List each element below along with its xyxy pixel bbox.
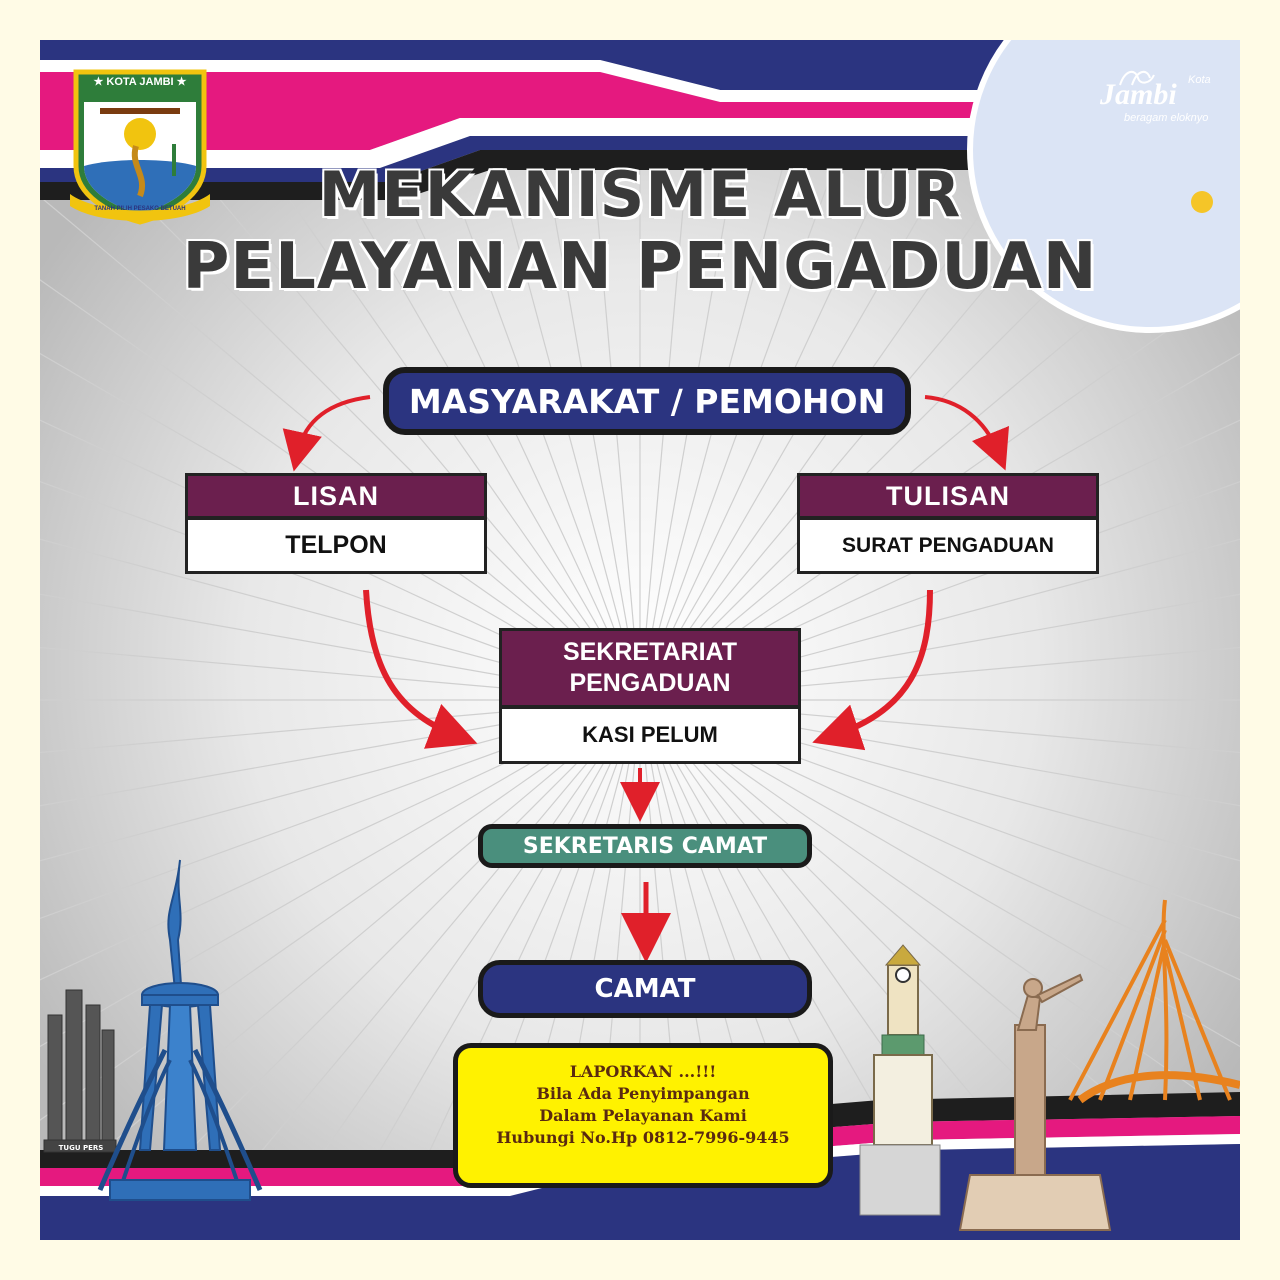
tugu-pers-caption: TUGU PERS	[58, 1144, 104, 1152]
camat-node: CAMAT	[478, 960, 812, 1018]
tulisan-header: TULISAN	[797, 473, 1099, 519]
title-line-1: MEKANISME ALUR	[318, 158, 962, 231]
report-line-3: Dalam Pelayanan Kami	[539, 1106, 747, 1125]
report-notice	[453, 1043, 833, 1188]
report-line-4: Hubungi No.Hp 0812-7996-9445	[496, 1128, 790, 1147]
lisan-header: LISAN	[185, 473, 487, 519]
logo-city-label: ★ KOTA JAMBI ★	[93, 76, 187, 88]
brand-kota: Kota	[1188, 74, 1211, 86]
sekretariat-kasi-pelum: KASI PELUM	[499, 706, 801, 764]
arrow-tulisan-to-sekretariat	[835, 590, 930, 735]
logo-motto: TANAH PILIH PESAKO BETUAH	[94, 206, 186, 212]
arrow-to-lisan	[298, 397, 370, 452]
sekretariat-line-1: SEKRETARIAT	[562, 638, 738, 666]
brand-jambi: Jambi	[1100, 78, 1177, 111]
arrow-lisan-to-sekretariat	[366, 590, 455, 735]
report-line-2: Bila Ada Penyimpangan	[536, 1084, 750, 1103]
sekretariat-header	[499, 628, 801, 708]
lisan-telpon: TELPON	[185, 517, 487, 574]
poster	[40, 40, 1240, 1240]
title-line-2: PELAYANAN PENGADUAN	[182, 230, 1098, 304]
sekretaris-camat-node: SEKRETARIS CAMAT	[478, 824, 812, 868]
tulisan-surat: SURAT PENGADUAN	[797, 517, 1099, 574]
report-line-1: LAPORKAN ...!!!	[569, 1062, 717, 1081]
sekretariat-line-2: PENGADUAN	[569, 669, 731, 697]
brand-tagline: beragam eloknyo	[1124, 112, 1209, 124]
arrow-to-tulisan	[925, 397, 998, 452]
masyarakat-node: MASYARAKAT / PEMOHON	[383, 367, 911, 435]
